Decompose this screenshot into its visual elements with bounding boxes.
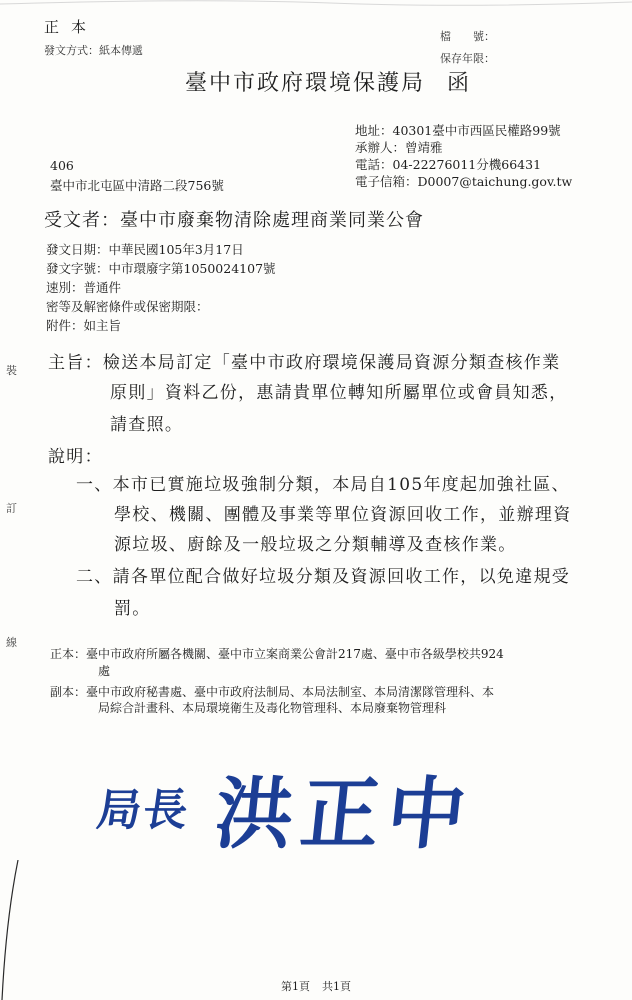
- explanation-item1-line2: 學校、機關、團體及事業等單位資源回收工作，並辦理資: [114, 505, 572, 525]
- delivery-method: 發文方式：紙本傳遞: [44, 44, 143, 57]
- explanation-item1-line1: 一、本市已實施垃圾強制分類，本局自105年度起加強社區、: [76, 475, 570, 495]
- original-recipients-line-2: 處: [98, 664, 111, 678]
- signature-title: 局長: [93, 785, 193, 836]
- page-number: 第1頁: [281, 980, 310, 993]
- recipient-address: 臺中市北屯區中清路二段756號: [50, 178, 224, 193]
- recipient-postal-code: 406: [50, 158, 74, 173]
- sender-address: 地址：40301臺中市西區民權路99號: [355, 123, 561, 138]
- copy-recipients-line-2: 局綜合計畫科、本局環境衛生及毒化物管理科、本局廢棄物管理科: [98, 701, 447, 715]
- copy-type-label: 正本: [44, 18, 99, 36]
- page-footer: [0, 978, 632, 994]
- file-number-label: 檔 號：: [440, 30, 495, 43]
- explanation-item2-line1: 二、請各單位配合做好垃圾分類及資源回收工作，以免違規受: [76, 567, 571, 587]
- attachment: 附件：如主旨: [46, 318, 122, 333]
- document-title: [185, 66, 471, 97]
- sender-email: 電子信箱：D0007@taichung.gov.tw: [355, 174, 573, 189]
- page-total: 共1頁: [322, 980, 351, 993]
- explanation-item2-line2: 罰。: [114, 599, 151, 619]
- explanation-item1-line3: 源垃圾、廚餘及一般垃圾之分類輔導及查核作業。: [114, 535, 517, 555]
- binding-mark-2: 訂: [6, 502, 17, 515]
- copy-recipients-line-1: 副本：臺中市政府秘書處、臺中市政府法制局、本局法制室、本局清潔隊管理科、本: [50, 685, 495, 699]
- binding-mark-3: 線: [6, 636, 17, 649]
- subject-line-1: 主旨：檢送本局訂定「臺中市政府環境保護局資源分類查核作業: [48, 353, 561, 373]
- sender-handler: 承辦人：曾靖雅: [355, 140, 443, 155]
- secrecy-level: 密等及解密條件或保密期限：: [46, 299, 209, 314]
- speed-category: 速別：普通件: [46, 280, 122, 295]
- subject-line-2: 原則」資料乙份，惠請貴單位轉知所屬單位或會員知悉，: [110, 383, 568, 403]
- signature-name: 洪正中: [210, 769, 479, 860]
- retention-period-label: 保存年限：: [440, 52, 495, 65]
- recipient: 受文者：臺中市廢棄物清除處理商業同業公會: [44, 210, 424, 231]
- explanation-heading: 說明：: [48, 447, 103, 467]
- document-number: 發文字號：中市環廢字第1050024107號: [46, 261, 276, 276]
- sender-info: [355, 122, 572, 190]
- issue-date: 發文日期：中華民國105年3月17日: [46, 242, 244, 257]
- document-type: 函: [447, 71, 472, 96]
- binding-mark-1: 裝: [6, 364, 17, 377]
- sender-phone: 電話：04-22276011分機66431: [355, 157, 542, 172]
- original-recipients-line-1: 正本：臺中市政府所屬各機關、臺中市立案商業公會計217處、臺中市各級學校共924: [50, 647, 504, 661]
- agency-name: 臺中市政府環境保護局: [185, 71, 426, 96]
- director-signature-seal: [93, 752, 538, 860]
- subject-line-3: 請查照。: [110, 415, 184, 435]
